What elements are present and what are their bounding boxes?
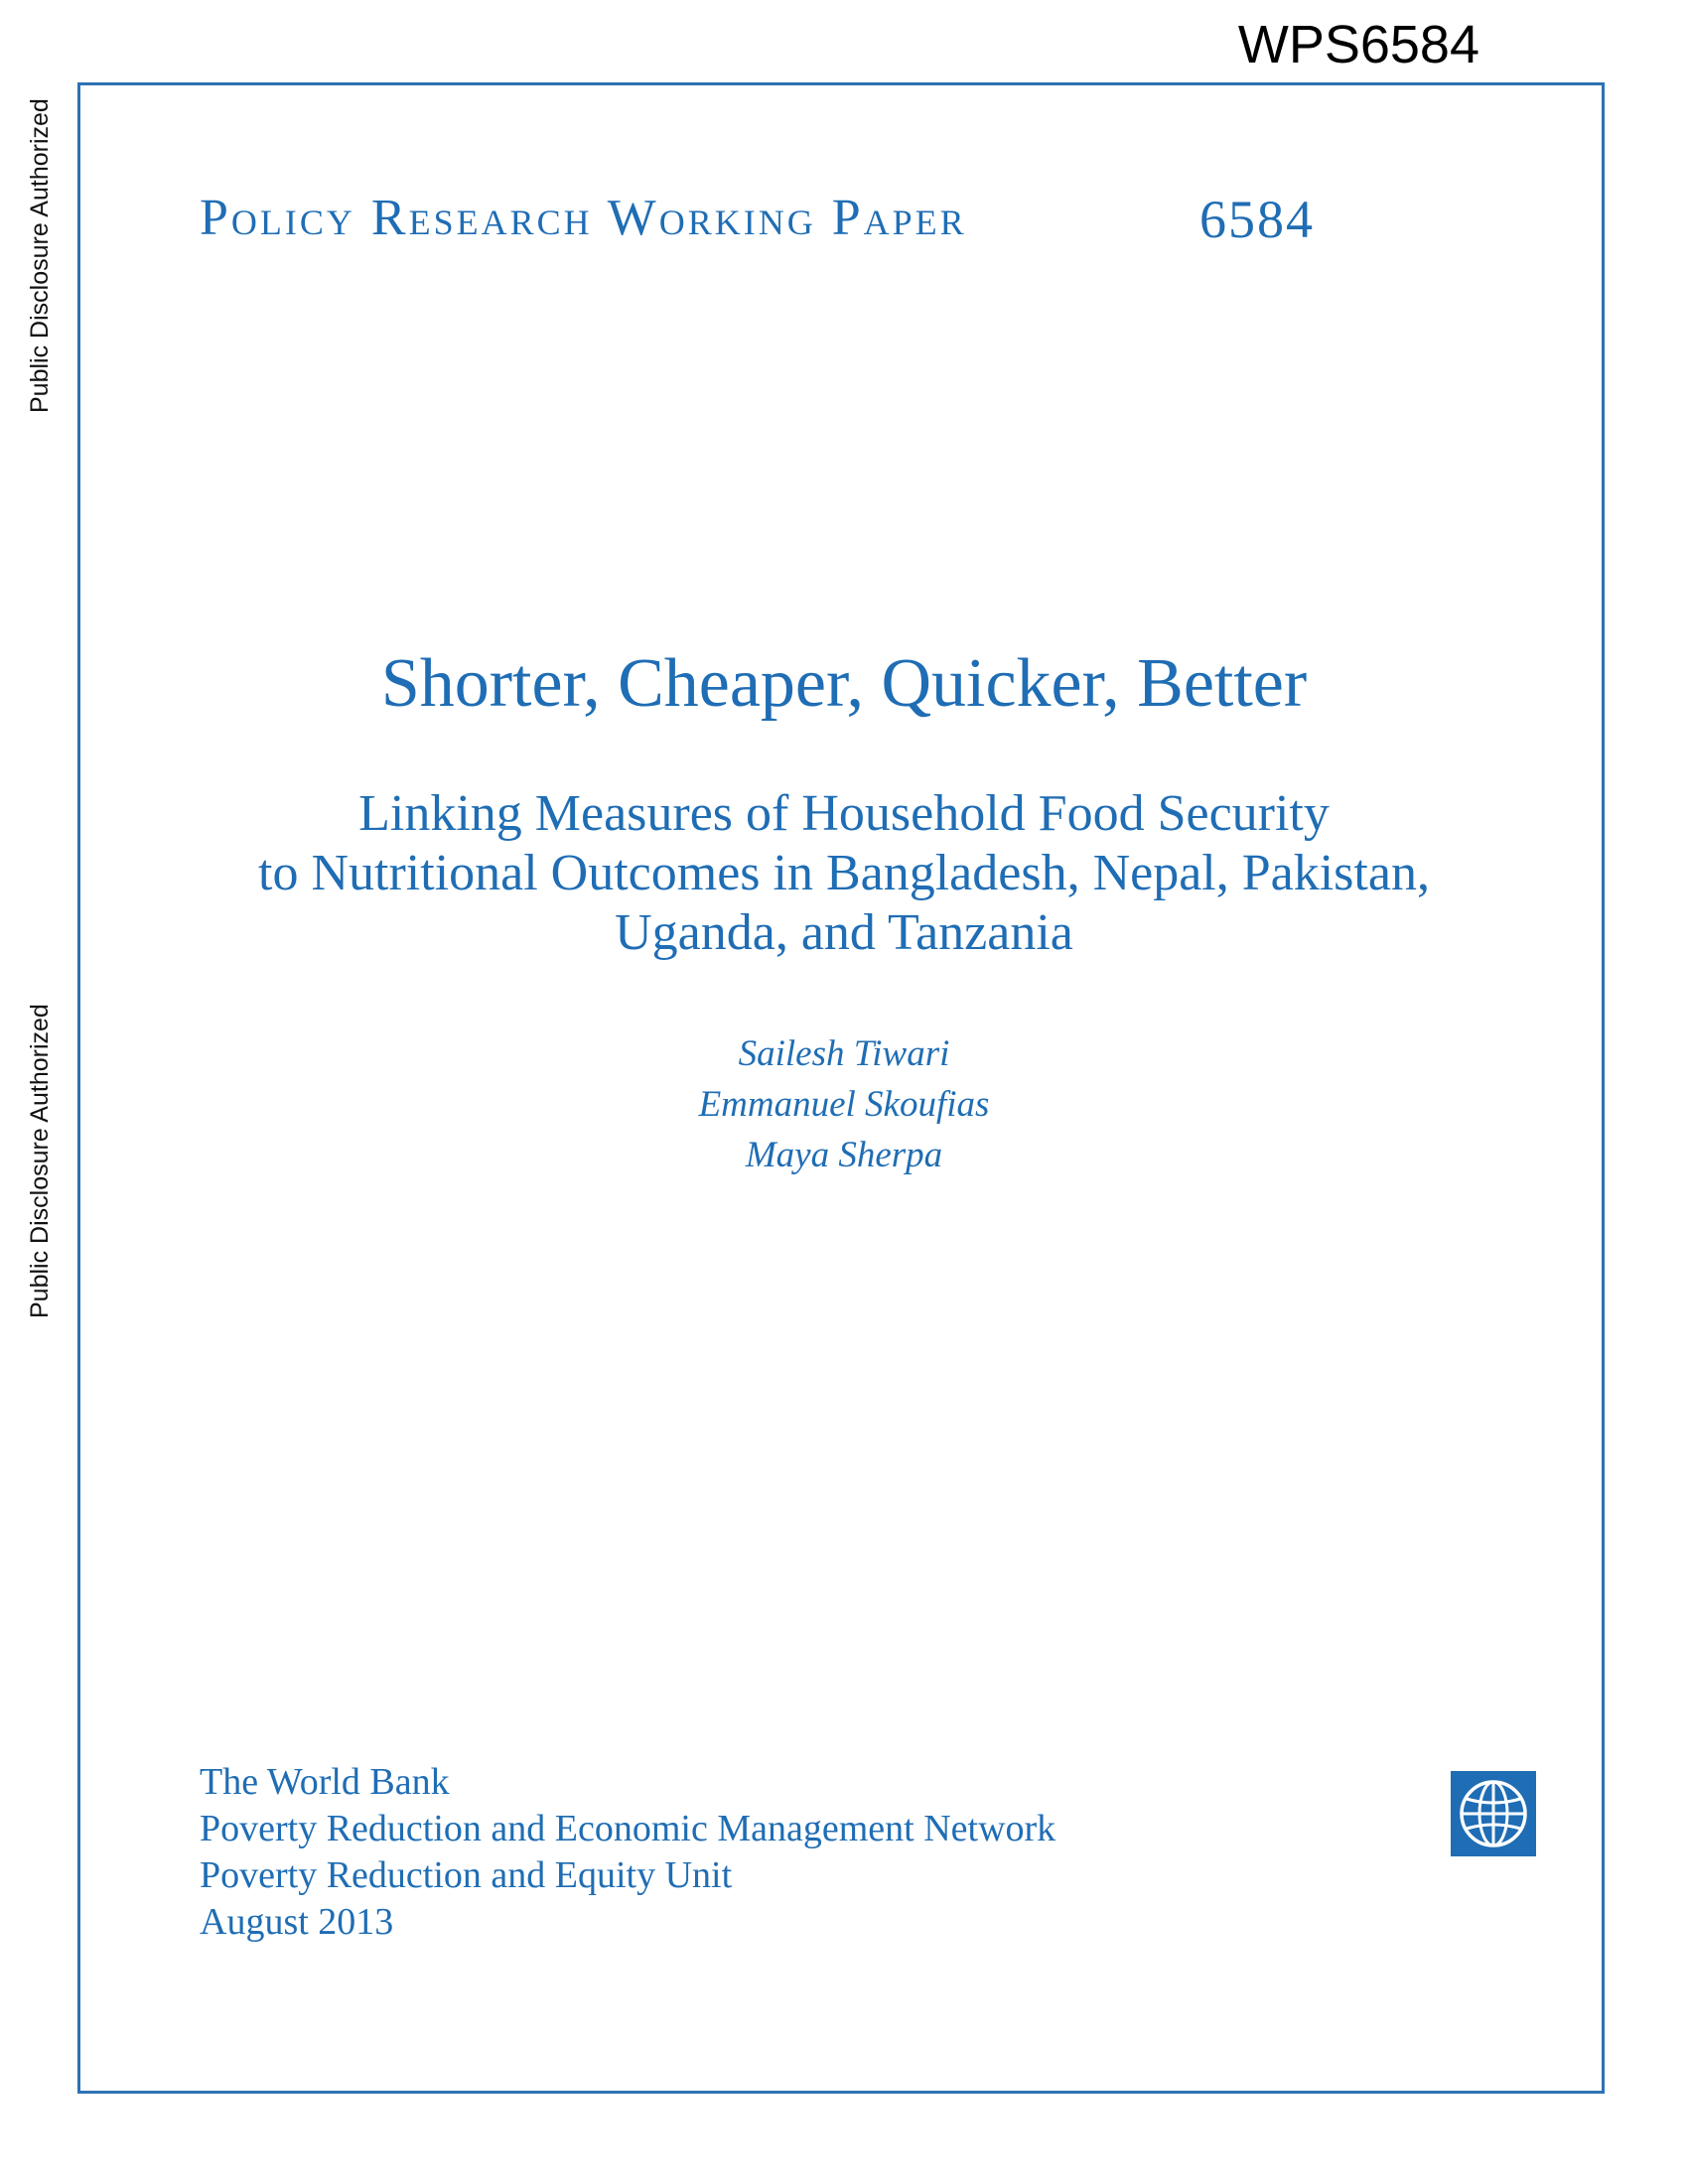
subtitle-line: Linking Measures of Household Food Security <box>358 785 1330 842</box>
subtitle-line: to Nutritional Outcomes in Bangladesh, Nepal, Pakistan, <box>258 845 1430 901</box>
disclosure-stamp-bottom: Public Disclosure Authorized <box>26 1004 54 1318</box>
report-id: WPS6584 <box>1237 15 1479 74</box>
author-name: Emmanuel Skoufias <box>698 1084 990 1125</box>
series-name: Policy Research Working Paper <box>200 190 967 246</box>
unit-name: Poverty Reduction and Equity Unit <box>200 1854 733 1896</box>
series-number: 6584 <box>1199 190 1315 249</box>
subtitle-line: Uganda, and Tanzania <box>615 904 1073 961</box>
paper-subtitle <box>0 784 1688 963</box>
author-name: Maya Sherpa <box>745 1135 943 1175</box>
network-name: Poverty Reduction and Economic Management Network <box>200 1808 1056 1849</box>
world-bank-globe-icon <box>1451 1771 1536 1856</box>
publication-date: August 2013 <box>200 1901 394 1943</box>
paper-title: Shorter, Cheaper, Quicker, Better <box>380 645 1308 722</box>
organization-name: The World Bank <box>200 1761 450 1803</box>
author-name: Sailesh Tiwari <box>738 1033 950 1074</box>
disclosure-stamp-top: Public Disclosure Authorized <box>26 98 54 413</box>
author-list <box>0 1028 1688 1180</box>
affiliation-block <box>200 1759 1055 1946</box>
